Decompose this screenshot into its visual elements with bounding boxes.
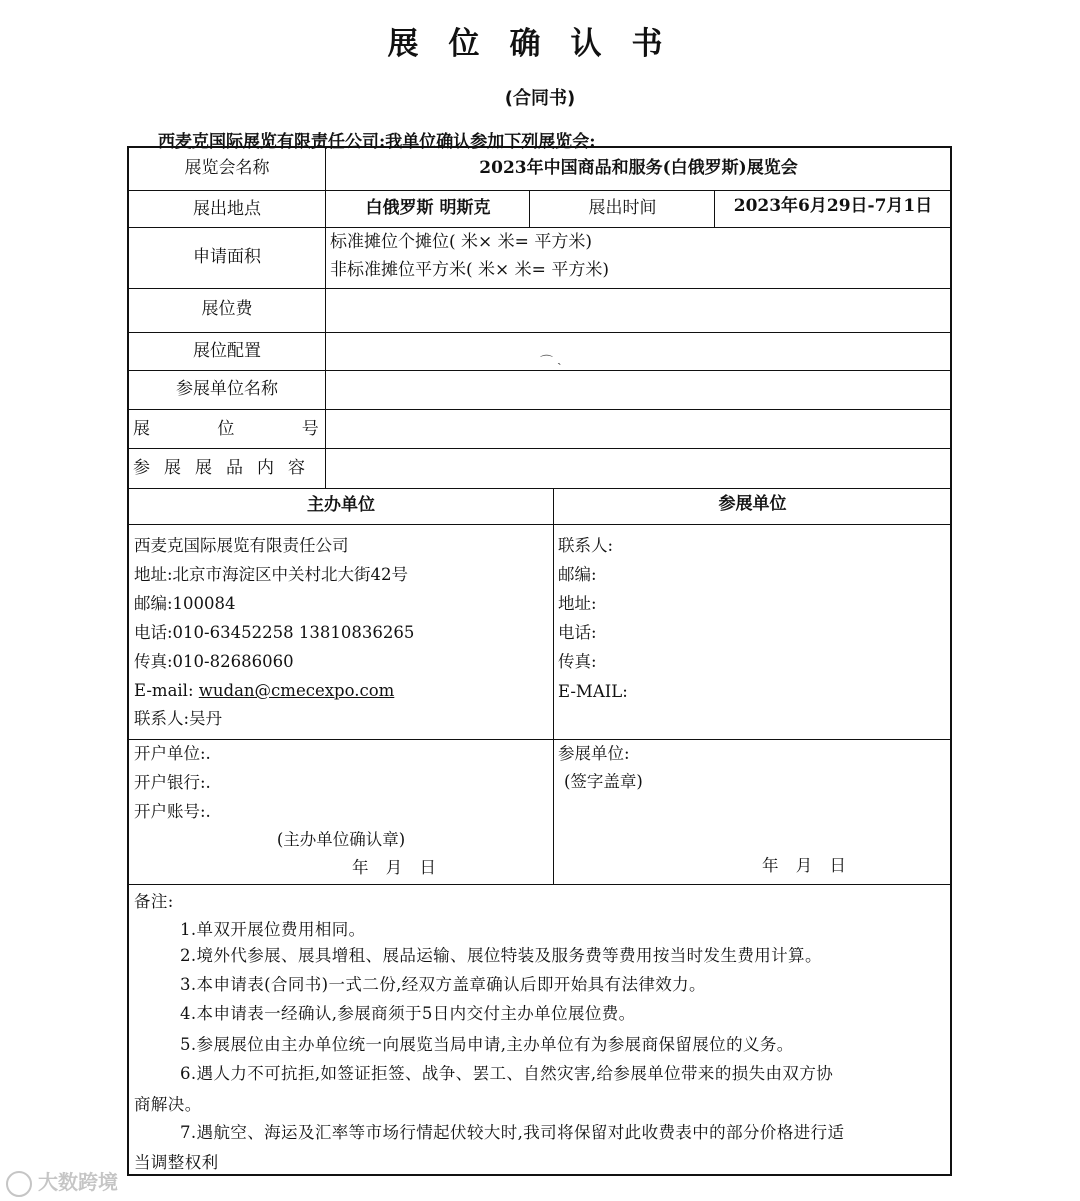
row-divider xyxy=(127,288,952,289)
pen-mark: ⌒ ˴ xyxy=(540,355,562,370)
note-item-2: 2.境外代参展、展具增租、展品运输、展位特装及服务费等费用按当时发生费用计算。 xyxy=(180,946,822,965)
intro-line: 西麦克国际展览有限责任公司:我单位确认参加下列展览会: xyxy=(158,132,596,152)
booth-number-label: 展 位 号 xyxy=(133,419,319,439)
exhibition-name-label: 展览会名称 xyxy=(184,158,270,178)
row-divider xyxy=(127,332,952,333)
note-item-7-cont: 当调整权利 xyxy=(134,1153,219,1172)
exhibitor-email: E-MAIL: xyxy=(558,682,628,701)
exhibition-name-value: 2023年中国商品和服务(白俄罗斯)展览会 xyxy=(479,158,798,178)
exhibitor-address: 地址: xyxy=(558,594,597,613)
row-divider xyxy=(127,227,952,228)
time-value: 2023年6月29日-7月1日 xyxy=(733,196,933,216)
watermark-logo-icon xyxy=(6,1171,32,1197)
note-item-1: 1.单双开展位费用相同。 xyxy=(180,920,366,939)
subtitle: (合同书) xyxy=(504,88,576,109)
venue-value: 白俄罗斯 明斯克 xyxy=(365,198,491,218)
organizer-date: 年 月 日 xyxy=(352,858,436,877)
col-divider xyxy=(553,488,554,884)
account-unit: 开户单位:. xyxy=(134,744,211,763)
page-title: 展位确认书 xyxy=(387,26,693,62)
organizer-email-label: E-mail: xyxy=(134,681,194,700)
organizer-postcode: 邮编:100084 xyxy=(134,594,236,613)
area-label: 申请面积 xyxy=(193,247,261,267)
watermark xyxy=(6,1166,118,1197)
watermark-text: 大数跨境 xyxy=(38,1170,118,1194)
booth-fee-label: 展位费 xyxy=(201,299,253,319)
note-item-5: 5.参展展位由主办单位统一向展览当局申请,主办单位有为参展商保留展位的义务。 xyxy=(180,1035,794,1054)
organizer-email-row xyxy=(134,683,394,700)
row-divider xyxy=(127,739,952,740)
row-divider xyxy=(127,448,952,449)
organizer-address: 地址:北京市海淀区中关村北大街42号 xyxy=(134,565,409,584)
exhibit-content-label: 参展展品内容 xyxy=(133,458,319,478)
booth-config-label: 展位配置 xyxy=(193,341,261,361)
time-label: 展出时间 xyxy=(588,198,657,218)
row-divider xyxy=(127,370,952,371)
exhibitor-postcode: 邮编: xyxy=(558,565,597,584)
exhibitor-name-label: 参展单位名称 xyxy=(176,379,278,399)
venue-label: 展出地点 xyxy=(193,199,261,219)
exhibitor-fax: 传真: xyxy=(558,652,597,671)
row-divider xyxy=(127,409,952,410)
exhibitor-signature: (签字盖章) xyxy=(564,772,643,791)
note-item-4: 4.本申请表一经确认,参展商须于5日内交付主办单位展位费。 xyxy=(180,1004,636,1023)
organizer-company: 西麦克国际展览有限责任公司 xyxy=(134,536,349,555)
note-item-3: 3.本申请表(合同书)一式二份,经双方盖章确认后即开始具有法律效力。 xyxy=(180,975,706,994)
notes-label: 备注: xyxy=(134,892,174,911)
row-divider xyxy=(127,190,952,191)
organizer-email-link[interactable]: wudan@cmecexpo.com xyxy=(198,681,395,700)
account-bank: 开户银行:. xyxy=(134,773,211,792)
note-item-7: 7.遇航空、海运及汇率等市场行情起伏较大时,我司将保留对此收费表中的部分价格进行适 xyxy=(180,1123,845,1142)
organizer-phone: 电话:010-63452258 13810836265 xyxy=(134,623,415,642)
note-item-6-cont: 商解决。 xyxy=(134,1095,202,1114)
exhibitor-phone: 电话: xyxy=(558,623,597,642)
note-item-6: 6.遇人力不可抗拒,如签证拒签、战争、罢工、自然灾害,给参展单位带来的损失由双方协 xyxy=(180,1064,834,1083)
account-number: 开户账号:. xyxy=(134,802,211,821)
row-divider xyxy=(127,884,952,885)
nonstandard-booth-line: 非标准摊位平方米( 米× 米= 平方米) xyxy=(330,260,609,280)
row-divider xyxy=(127,488,952,489)
organizer-header: 主办单位 xyxy=(307,495,375,515)
standard-booth-line: 标准摊位个摊位( 米× 米= 平方米) xyxy=(330,232,592,252)
exhibitor-date: 年 月 日 xyxy=(762,856,846,875)
col-divider xyxy=(325,146,326,488)
organizer-seal: (主办单位确认章) xyxy=(276,830,406,849)
col-divider xyxy=(714,190,715,227)
col-divider xyxy=(529,190,530,227)
exhibitor-header: 参展单位 xyxy=(718,494,787,514)
organizer-contact: 联系人:吴丹 xyxy=(134,709,223,728)
organizer-fax: 传真:010-82686060 xyxy=(134,652,294,671)
exhibitor-unit: 参展单位: xyxy=(558,744,630,763)
row-divider xyxy=(127,524,952,525)
exhibitor-contact: 联系人: xyxy=(558,536,614,555)
